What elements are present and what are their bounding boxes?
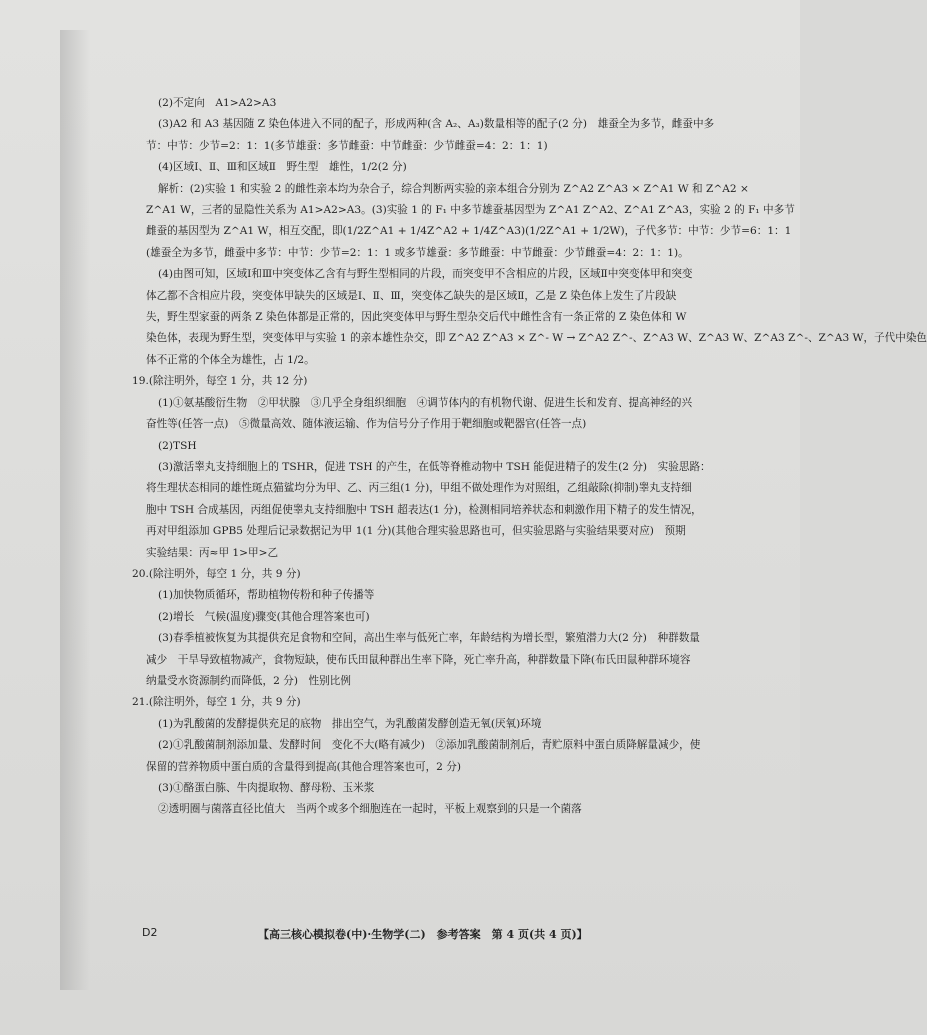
text-line: (1)加快物质循环，帮助植物传粉和种子传播等 [158,589,375,602]
text-line: 将生理状态相同的雄性斑点猫鲨均分为甲、乙、丙三组(1 分)，甲组不做处理作为对照组，乙组敲除(抑制)睾丸支持细 [146,482,692,495]
text-line: (2)增长 气候(温度)骤变(其他合理答案也可) [158,610,370,623]
text-line: Z^A1 W，三者的显隐性关系为 A1>A2>A3。(3)实验 1 的 F₁ 中多节雄蚕基因型为 Z^A1 Z^A2、Z^A1 Z^A3，实验 2 的 F₁ 中多节 [146,204,795,217]
text-line: 奋性等(任答一点) ⑤微量高效、随体液运输、作为信号分子作用于靶细胞或靶器官(任答一点) [146,418,587,431]
text-line: 胞中 TSH 合成基因，丙组促使睾丸支持细胞中 TSH 超表达(1 分)，检测相同培养状态和刺激作用下精子的发生情况， [146,503,702,516]
text-line: 解析：(2)实验 1 和实验 2 的雌性亲本均为杂合子，综合判断两实验的亲本组合分别为 Z^A2 Z^A3 × Z^A1 W 和 Z^A2 × [158,182,749,195]
text-line: 保留的营养物质中蛋白质的含量得到提高(其他合理答案也可，2 分) [146,760,461,773]
text-line: 体不正常的个体全为雄性，占 1/2。 [146,353,315,366]
text-line: (3)A2 和 A3 基因随 Z 染色体进入不同的配子，形成两种(含 A₂、A₃)数量相等的配子(2 分) 雄蚕全为多节，雌蚕中多 [158,118,715,131]
text-line: 雌蚕的基因型为 Z^A1 W，相互交配，即(1/2Z^A1 + 1/4Z^A2 + 1/4Z^A3)(1/2Z^A1 + 1/2W)，子代多节：中节：少节=6：1：1 [146,225,792,238]
answer-text-body [132,93,927,821]
question-heading: 21.(除注明外，每空 1 分，共 9 分) [132,696,301,709]
text-line: 纳量受水资源制约而降低，2 分) 性别比例 [146,674,351,687]
question-heading: 19.(除注明外，每空 1 分，共 12 分) [132,375,308,388]
text-line: 再对甲组添加 GPB5 处理后记录数据记为甲 1(1 分)(其他合理实验思路也可，但实验思路与实验结果要对应) 预期 [146,525,686,538]
paper-code: D2 [142,926,158,939]
text-line: (3)春季植被恢复为其提供充足食物和空间，高出生率与低死亡率，年龄结构为增长型，繁殖潜力大(2 分) 种群数量 [158,632,700,645]
question-heading: 20.(除注明外，每空 1 分，共 9 分) [132,567,301,580]
text-line: (3)激活睾丸支持细胞上的 TSHR，促进 TSH 的产生，在低等脊椎动物中 TSH 能促进精子的发生(2 分) 实验思路： [158,460,711,473]
text-line: (4)区域Ⅰ、Ⅱ、Ⅲ和区域Ⅱ 野生型 雄性，1/2(2 分) [158,161,407,174]
text-line: (2)①乳酸菌制剂添加量、发酵时间 变化不大(略有减少) ②添加乳酸菌制剂后，青贮原料中蛋白质降解量减少，使 [158,739,701,752]
text-line: (1)为乳酸菌的发酵提供充足的底物 排出空气，为乳酸菌发酵创造无氧(厌氧)环境 [158,717,542,730]
text-line: (2)TSH [158,439,197,452]
text-line: (4)由图可知，区域Ⅰ和Ⅲ中突变体乙含有与野生型相同的片段，而突变甲不含相应的片段，区域Ⅱ中突变体甲和突变 [158,268,693,281]
text-line: 体乙都不含相应片段，突变体甲缺失的区域是Ⅰ、Ⅱ、Ⅲ，突变体乙缺失的是区域Ⅱ，乙是 Z 染色体上发生了片段缺 [146,289,677,302]
text-line: 减少 干旱导致植物减产，食物短缺，使布氏田鼠种群出生率下降，死亡率升高，种群数量下降(布氏田鼠种群环境容 [146,653,691,666]
text-line: 节：中节：少节=2：1：1(多节雄蚕：多节雌蚕：中节雌蚕：少节雌蚕=4：2：1：1) [146,139,548,152]
text-line: 染色体，表现为野生型，突变体甲与实验 1 的亲本雄性杂交，即 Z^A2 Z^A3 × Z^- W → Z^A2 Z^-、Z^A3 W、Z^A3 W、Z^A3 Z^-、Z^A3 W，子代中染色 [146,332,927,345]
text-line: (3)①酪蛋白胨、牛肉提取物、酵母粉、玉米浆 [158,782,375,794]
text-line: 实验结果：丙≈甲 1>甲>乙 [146,546,279,559]
text-line: (2)不定向 A1>A2>A3 [158,97,277,109]
text-line: (雄蚕全为多节，雌蚕中多节：中节：少节=2：1：1 或多节雄蚕：多节雌蚕：中节雌蚕：少节雌蚕=4：2：1：1)。 [146,246,689,259]
footer-title: 【高三核心模拟卷(中)·生物学(二) 参考答案 第 4 页(共 4 页)】 [258,928,588,941]
text-line: 失，野生型家蚕的两条 Z 染色体都是正常的，因此突变体甲与野生型杂交后代中雌性含有一条正常的 Z 染色体和 W [146,311,687,324]
text-line: ②透明圈与菌落直径比值大 当两个或多个细胞连在一起时，平板上观察到的只是一个菌落 [158,803,582,816]
text-line: (1)①氨基酸衍生物 ②甲状腺 ③几乎全身组织细胞 ④调节体内的有机物代谢、促进生长和发育、提高神经的兴 [158,396,693,409]
page-edge-shadow [60,30,90,990]
